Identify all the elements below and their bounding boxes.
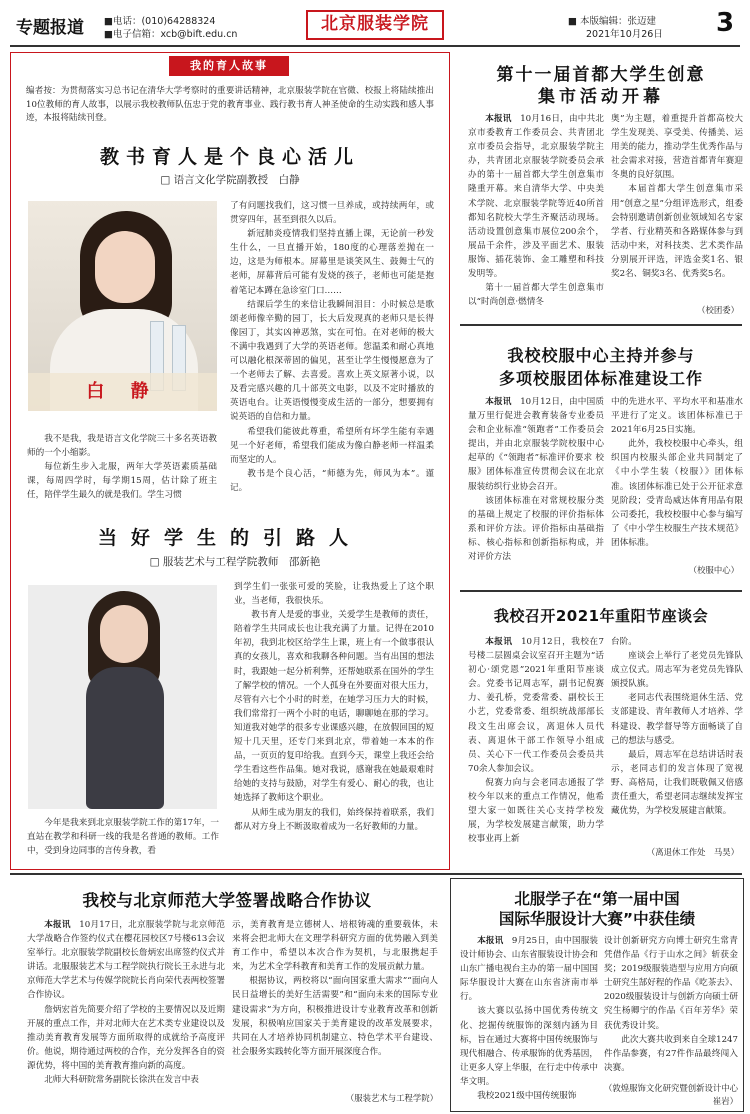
uniform-p4: 此外，我校校服中心牵头，组织国内校服头部企业共同制定了《中小学生装（校服）》团体标准。该团体标准已处于公开征求意见阶段；受青岛威达体育用品有限公司委托，我校校服中心参与编写了《中小学生校服生产技术规范》团体标准。 (611, 439, 743, 548)
uniform-p1: 10月12日，由中国质量万里行促进会教育装备专业委员会和企业标准“领跑者”工作委员会提出，并由北京服装学院校服中心起草的《“领跑者”标准评价要求 校服》团体标准宣传贯彻会议在北京服装纺织行业协会召开。 (468, 397, 604, 492)
creative-market-signature: （校团委） (697, 305, 739, 315)
page-number: 3 (716, 8, 735, 38)
story2-title: 当好学生的引路人 (97, 527, 362, 549)
creative-market-title-1: 第十一届首都大学生创意 (496, 65, 706, 85)
story1-left-text (27, 432, 217, 500)
portrait-face-shape (95, 231, 155, 303)
section-title: 专题报道 (16, 18, 84, 38)
hanfu-col-1 (460, 934, 598, 1110)
story1-caption: 我不是我，我是语言文化学院三十多名英语教师的一个小缩影。 (27, 434, 217, 459)
chongyang-col-1 (468, 635, 604, 863)
story2-byline: □ 服装艺术与工程学院教师 邵新艳 (149, 556, 321, 568)
contact-email: ■电子信箱：xcb@bift.edu.cn (104, 29, 238, 40)
uniform-signature: （校服中心） (688, 565, 739, 575)
hanfu-col-2 (604, 934, 738, 1082)
story1-right-text (230, 199, 434, 501)
column-banner: 我的育人故事 (169, 56, 289, 76)
uniform-lead: 本报讯 (485, 397, 512, 407)
bnu-p1: 10月17日，北京服装学院与北京师范大学战略合作签约仪式在樱花园校区7号楼613会议室举行。北京服装学院副校长詹炳宏出席签约仪式并讲话。北服服装艺术与工程学院执行院长王永进与北京师范大学艺术与传媒学院院长肖向荣代表两校签署合作协议。 (27, 920, 225, 1001)
contact-phone: ■电话：(010)64288324 (104, 16, 216, 27)
story2-paragraph-1: 到学生们一张张可爱的笑脸，让我热爱上了这个职业，当老师，我很快乐。 (234, 582, 434, 607)
bnu-signature: （服装艺术与工程学院） (345, 1093, 438, 1103)
hanfu-p4: 设计创新研究方向博士研究生常青凭借作品《行于山水之间》斩获金奖；2019级服装造型与应用方向硕士研究生郜好程的作品《吃茶去》、2020级服装设计与创新方向硕士研究生杨卿宁的作品《百年芳华》荣获优秀设计奖。 (604, 936, 738, 1031)
uniform-p2: 该团体标准在对常规校服分类的基础上规定了校服的评价指标体系和评价方法。评价指标由基础指标、核心指标和创新指标构成，并对评价方法 (468, 495, 604, 563)
creative-market-lead: 本报讯 (485, 114, 512, 124)
divider-1 (460, 324, 742, 326)
uniform-col-2 (611, 395, 743, 573)
bnu-col-2 (232, 918, 438, 1088)
hanfu-lead: 本报讯 (477, 936, 504, 946)
story1-paragraph-1: 了有问题找我们，这习惯一旦养成，或持续两年，或贯穿四年，甚至到很久以后。 (230, 201, 434, 226)
issue-date: 2021年10月26日 (586, 29, 663, 40)
chongyang-signature: （离退休工作处 马昊） (646, 847, 739, 857)
chongyang-p5: 老同志代表围绕退休生活、党支部建设、青年教师人才培养、学科建设、教学督导等方面畅谈了自己的想法与感受。 (611, 693, 743, 746)
creative-market-p3: 奥”为主题，着重提升首都高校大学生发现美、享受美、传播美、运用美的能力，推动学生优秀作品与社会需求对接，营造首都青年赛迎冬奥的良好氛围。 (611, 114, 743, 181)
story2-right-text (234, 580, 434, 862)
creative-market-p1: 10月16日，由中共北京市委教育工作委员会、共青团北京市委员会指导，北京服装学院主办，共青团北京服装学院委员会承办的第十一届首都大学生创意集市隆重开幕。来自清华大学、中央美术学院、北京服装学院等近40所首都知名院校大学生齐聚活动现场。活动设置创意集市展位200余个，展品千余件，涉及平面艺术、服装服饰、插花装饰、金工雕塑和科技发明等。 (468, 114, 604, 280)
story1-paragraph-2: 新冠肺炎疫情我们坚持直播上课，无论前一秒发生什么，一旦直播开始，180度的心理落差抛在一边，这是为师根本。屏幕里是谈笑风生、鼓舞士气的老师，屏幕背后可能有发烧的孩子，老师也可能是抱着笔记本蹲在急诊室门口…… (230, 229, 434, 296)
bnu-col-1 (27, 918, 225, 1108)
story1-paragraph-4: 希望我们能彼此尊重，希望所有坏学生能有幸遇见一个好老师，希望我们能成为像白静老师一样温柔而坚定的人。 (230, 426, 434, 465)
story1-left-paragraph: 每位新生步入北服，两年大学英语素质基础课，每周四学时，每学期15周，估计除了班主任，陪伴学生最久的就是我们。学生习惯 (27, 462, 217, 500)
editor-note: 编者按：为贯彻落实习总书记在清华大学考察时的重要讲话精神，北京服装学院在官微、校报上将陆续推出10位教师的育人故事，以展示我校教师队伍忠于党的教育事业、践行教书育人神圣使命的生动实践和感人事迹，本报将陆续刊登。 (26, 86, 434, 123)
hanfu-p2: 该大赛以弘扬中国优秀传统文化、挖掘传统服饰的深刻内涵为目标，旨在通过大赛将中国传统服饰与现代相融合、传承服饰的优秀基因，让更多人穿上华服，在行走中传承中华文明。 (460, 1006, 598, 1087)
masthead: 北京服装学院 (306, 10, 444, 40)
story2-paragraph-2: 教书育人是爱的事业，关爱学生是教师的责任，陪着学生共同成长也让我充满了力量。记得在2010年初，我到北校区给学生上课，班上有一个做事很认真的女孩儿，喜欢和我聊各种问题。当有出国的想法时，我跟她一起分析利弊，还帮她联系在国外的学生了解学校的情况。一个人孤身在外要面对很大压力，尽管有六七个小时的时差，在她学习压力大的时候，我们常常打一两个小时的电话，聊聊她在那的学习。知道我对她学的很多专业课感兴趣，在放假回国的短短十几天里，还专门来到北京，带着她一本本的作品，一页页的复印给我。直到今天，课堂上我还会给学生看这些作品集。她对我说，感谢我在她最艰难时给她的支持与鼓励，对学生有爱心、耐心的我，也让她选择了教师这个职业。 (234, 610, 434, 804)
chongyang-title: 我校召开2021年重阳节座谈会 (493, 607, 709, 625)
chongyang-p1: 10月12日，我校在7号楼二层圆桌会议室召开主题为“话初心·颂党恩”2021年重阳节座谈会。党委书记周志军，副书记倪赛力、姜孔桥，党委常委、副校长王小艺，党委常委、组织统战部部长段文生出席会议，离退休人员代表、离退休干部工作领导小组成员、关心下一代工作委员会委员共70余人参加会议。 (468, 637, 604, 774)
story1-photo (28, 201, 217, 411)
hanfu-title-1: 北服学子在“第一届中国 (514, 890, 680, 908)
creative-market-p2: 第十一届首都大学生创意集市以“时尚创意·燃情冬 (468, 283, 604, 308)
header-rule (10, 45, 740, 47)
hanfu-p1: 9月25日，由中国服装设计师协会、山东省服装设计协会和山东广播电视台主办的第一届中国国际华服设计大赛在山东省济南市举行。 (460, 936, 598, 1003)
hanfu-p3: 我校2021级中国传统服饰 (477, 1091, 577, 1102)
page-header (0, 0, 750, 46)
portrait2-face-shape (100, 605, 148, 663)
uniform-title-2: 多项校服团体标准建设工作 (498, 369, 703, 388)
creative-market-col-1 (468, 112, 604, 324)
bnu-p5: 根据协议，两校将以“面向国家重大需求”“面向人民日益增长的美好生活需要”和“面向未来的国际专业建设需求”为方向，积极推进设计专业教育改革和创新发展，积极响应国家关于美育建设的改革发展要求，共同在人才培养协同机制建立、特色学术平台建设、社会服务实践转化等方面开展深度合作。 (232, 976, 438, 1057)
portrait-name-label: 白 静 (86, 381, 159, 402)
creative-market-col-2 (611, 112, 743, 316)
story1-paragraph-3: 结课后学生的来信让我瞬间泪目：小时候总是歌颂老师像辛勤的园丁，长大后发现真的老师只是长得像园丁，其实凶神恶煞，实在可怕。在对老师的极大不满中我遇到了大学的英语老师。您温柔和耐心真地可以融化根深蒂固的偏见，甚至让学生慢慢愿意为了一个老师去了解、去喜爱。喜欢上英文原著小说，以及看完感兴趣的几十部英文电影，以及不定时播放的英语电台。让英语慢慢变成生活的一部分，想要拥有说英语的自信和力量。 (230, 299, 434, 423)
portrait2-dress-shape (86, 667, 164, 809)
story2-paragraph-3: 从师生成为朋友的我们，始终保持着联系，我们都从对方身上不断汲取着成为一名好教师的力量。 (234, 807, 434, 832)
hanfu-p5: 此次大赛共收到来自全球1247件作品参赛，有27件作品最终闯入决赛。 (604, 1034, 738, 1073)
uniform-title-1: 我校校服中心主持并参与 (507, 346, 695, 365)
story2-left-text (27, 816, 219, 860)
hanfu-title-2: 国际华服设计大赛”中获佳绩 (498, 910, 696, 928)
uniform-p3: 中的先进水平、平均水平和基准水平进行了定义。该团体标准已于2021年6月25日实施。 (611, 397, 743, 436)
bnu-lead: 本报讯 (44, 920, 71, 930)
creative-market-p4: 本届首都大学生创意集市采用“创意之星”分组评选形式，组委会特别邀请创新创业领域知名专家学者、行业精英和各路媒体参与到活动中来，对科技类、艺术类作品分别展开评选，评选金奖1名、银奖2名、铜奖3名、优秀奖5名。 (611, 184, 743, 280)
chongyang-col-2 (611, 635, 743, 843)
bnu-p3: 北师大科研院常务副院长徐洪在发言中表 (44, 1075, 199, 1086)
chongyang-p2: 倪赛力向与会老同志通报了学校今年以来的重点工作情况，他希望大家一如既往关心支持学校发展，为学校发展建言献策，助力学校事业再上新 (468, 777, 604, 845)
uniform-col-1 (468, 395, 604, 589)
creative-market-title-2: 集市活动开幕 (538, 87, 664, 107)
page-editor: ■ 本版编辑：张迈建 (568, 16, 656, 27)
story1-paragraph-5: 教书是个良心活，“师德为先，师风为本”。谨记。 (230, 468, 434, 493)
divider-bottom (10, 873, 742, 875)
bnu-p4: 示，美育教育是立德树人、培根铸魂的重要载体，未来将会把北师大在文理学科研究方面的优势融入到美育工作中，希望以本次合作为契机，与北服携起手来，为艺术全学科教育和美育工作的发展贡献力量。 (232, 920, 438, 973)
story2-caption: 今年是我来到北京服装学院工作的第17年，一直站在教学和科研一线的我是名普通的教师。工作中，受到身边同事的言传身教，看 (27, 818, 219, 857)
chongyang-p6: 最后，周志军在总结讲话时表示，老同志们的发言体现了宽视野、高格局，让我们既敬佩又倍感责任重大，希望老同志继续发挥宝藏优势，为学校发展建言献策。 (611, 749, 743, 817)
story1-title: 教书育人是个良心活儿 (99, 146, 360, 168)
divider-2 (460, 590, 742, 592)
story2-photo (28, 585, 217, 809)
bnu-title: 我校与北京师范大学签署战略合作协议 (82, 891, 372, 910)
chongyang-p4: 座谈会上举行了老党员先锋队成立仪式。周志军为老党员先锋队颁授队旗。 (611, 651, 743, 690)
hanfu-signature: （敦煌服饰文化研究暨创新设计中心 崔岩） (604, 1083, 747, 1106)
chongyang-lead: 本报讯 (485, 637, 513, 647)
chongyang-p3: 台阶。 (611, 637, 637, 647)
bnu-p2: 詹炳宏首先简要介绍了学校的主要情况以及近期开展的重点工作，并对北师大在艺术类专业建设以及推动美育教育发展等方面所取得的成就给予高度评价。他说，期待通过两校的合作，充分发挥各自的资源优势，将中国的美育教育推向新的高度。 (27, 1004, 225, 1071)
story1-byline: □ 语言文化学院副教授 白静 (160, 174, 300, 186)
